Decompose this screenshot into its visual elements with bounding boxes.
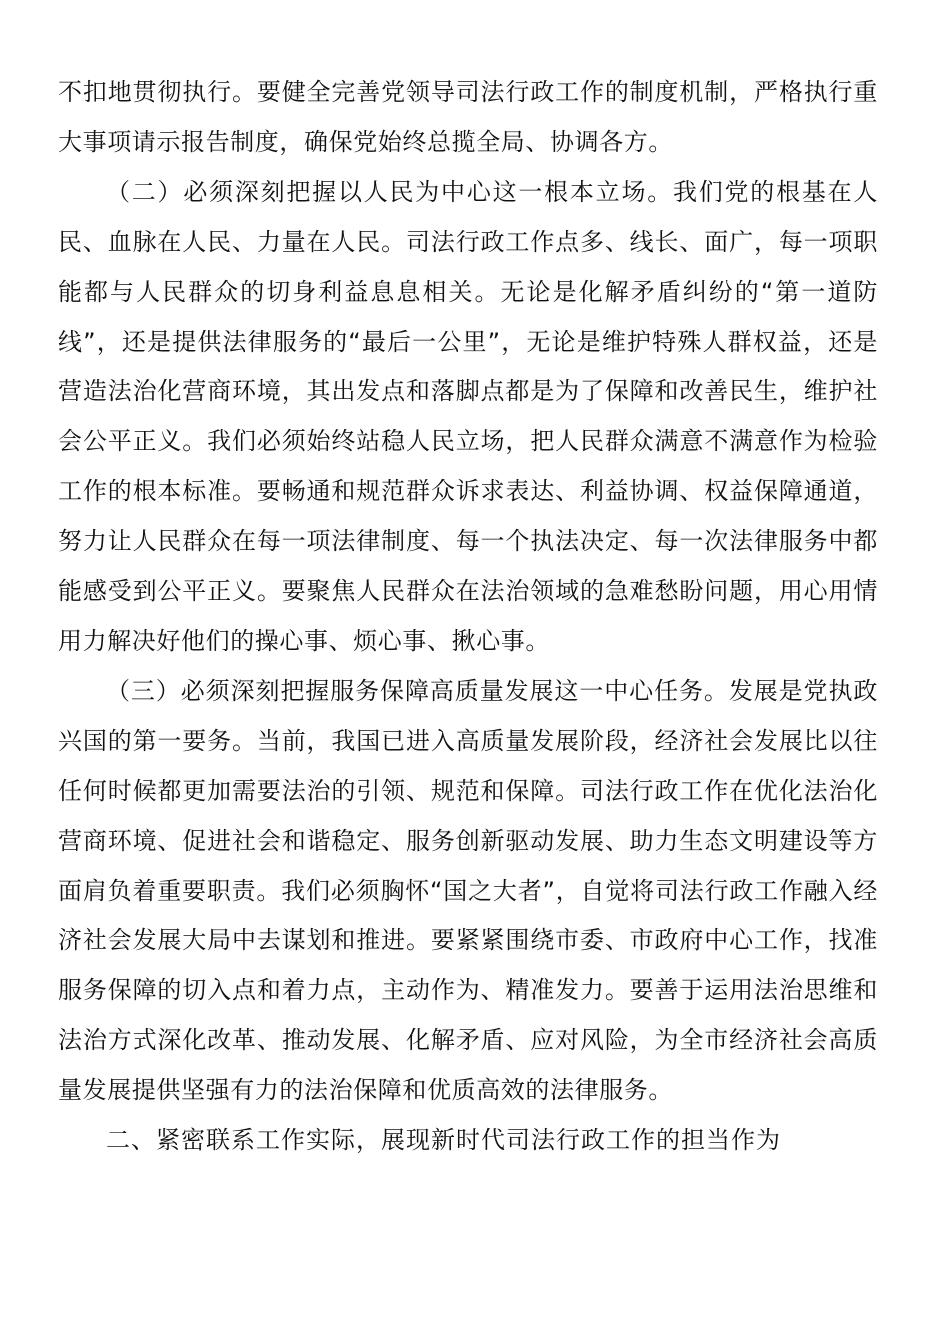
paragraph-continuation: 不扣地贯彻执行。要健全完善党领导司法行政工作的制度机制，严格执行重大事项请示报告制度，确保党始终总揽全局、协调各方。 (58, 78, 878, 156)
section-heading: 二、紧密联系工作实际，展现新时代司法行政工作的担当作为 (106, 1126, 781, 1155)
paragraph-section-two: （二）必须深刻把握以人民为中心这一根本立场。我们党的根基在人民、血脉在人民、力量在人民。司法行政工作点多、线长、面广，每一项职能都与人民群众的切身利益息息相关。无论是化解矛盾纠纷的“第一道防线”，还是提供法律服务的“最后一公里”，无论是维护特殊人群权益，还是营造法治化营商环境，其出发点和落脚点都是为了保障和改善民生，维护社会公平正义。我们必须始终站稳人民立场，把人民群众满意不满意作为检验工作的根本标准。要畅通和规范群众诉求表达、利益协调、权益保障通道，努力让人民群众在每一项法律制度、每一个执法决定、每一次法律服务中都能感受到公平正义。要聚焦人民群众在法治领域的急难愁盼问题，用心用情用力解决好他们的操心事、烦心事、揪心事。 (58, 177, 878, 655)
document-body (58, 68, 878, 1166)
paragraph-section-three: （三）必须深刻把握服务保障高质量发展这一中心任务。发展是党执政兴国的第一要务。当前，我国已进入高质量发展阶段，经济社会发展比以往任何时候都更加需要法治的引领、规范和保障。司法行政工作在优化法治化营商环境、促进社会和谐稳定、服务创新驱动发展、助力生态文明建设等方面肩负着重要职责。我们必须胸怀“国之大者”，自觉将司法行政工作融入经济社会发展大局中去谋划和推进。要紧紧围绕市委、市政府中心工作，找准服务保障的切入点和着力点，主动作为、精准发力。要善于运用法治思维和法治方式深化改革、推动发展、化解矛盾、应对风险，为全市经济社会高质量发展提供坚强有力的法治保障和优质高效的法律服务。 (58, 676, 878, 1105)
